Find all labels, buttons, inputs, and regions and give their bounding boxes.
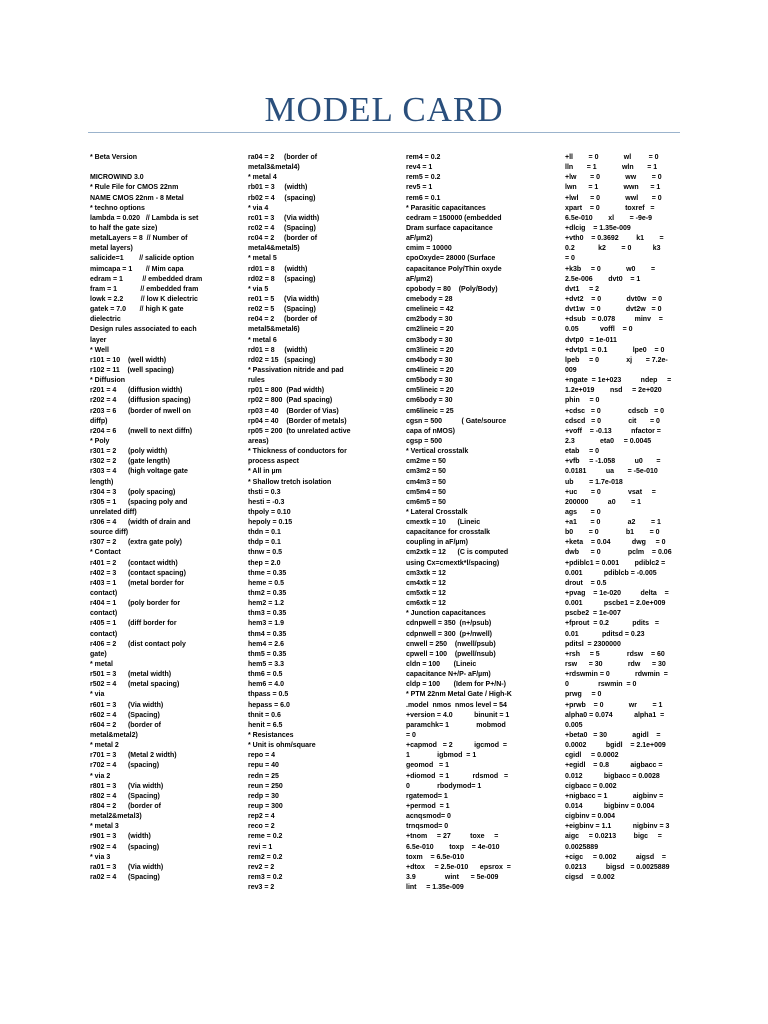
text-line: * Contact [90,549,121,557]
text-line: cm3body = 30 [406,336,453,344]
text-line: metal layers) [90,245,133,253]
text-line: thm5 = 0.35 [248,650,287,658]
text-line: 0 rswmin = 0 [565,681,637,689]
text-line: = 0 [565,255,575,263]
text-line: lln = 1 wln = 1 [565,164,658,172]
text-line: mimcapa = 1 // Mim capa [90,265,184,273]
text-line: 009 [565,366,577,374]
text-line: +pdiblc1 = 0.001 pdiblc2 = [565,559,666,567]
text-line: cmim = 10000 [406,245,452,253]
text-line: thpoly = 0.10 [248,508,291,516]
text-line: * Junction capacitances [406,610,486,618]
text-line: r405 = 1 (diff border for [90,620,177,628]
text-line: 0 rbodymod= 1 [406,782,482,790]
text-line: r702 = 4 (spacing) [90,762,160,770]
text-line: redp = 30 [248,792,279,800]
text-line: dvt1 = 2 [565,285,600,293]
text-line: * Beta Version [90,154,138,161]
text-line: +ngate = 1e+023 ndep = [565,377,672,385]
text-line: rp05 = 200 (to unrelated active [248,427,351,435]
text-line: r406 = 2 (dist contact poly [90,640,186,648]
text-line: rsw = 30 rdw = 30 [565,661,666,669]
text-line: metal4&metal5) [248,245,300,253]
text-line: r601 = 3 (Via width) [90,701,164,709]
text-line: +nigbacc = 1 aigbinv = [565,792,664,800]
text-line: rev4 = 1 [406,164,433,172]
text-line: thm2 = 0.35 [248,590,287,598]
text-line: revi = 1 [248,843,273,851]
text-line: r301 = 2 (poly width) [90,448,168,456]
text-line: etab = 0 [565,448,600,456]
text-line: r201 = 4 (diffusion width) [90,387,183,395]
text-line: fram = 1 // embedded fram [90,285,199,293]
text-line: NAME CMOS 22nm - 8 Metal [90,194,184,202]
text-line: +dlcig = 1.35e-009 [565,224,631,232]
text-line: +permod = 1 [406,803,450,810]
text-line: +cdsc = 0 cdscb = 0 [565,407,665,415]
title-divider [88,132,680,133]
text-line: * Thickness of conductors for [248,448,347,456]
text-line: * Poly [90,437,110,445]
text-line: r202 = 4 (diffusion spacing) [90,397,191,405]
text-line: cm6lineic = 25 [406,407,454,415]
text-line: * All in µm [248,468,282,476]
text-line: ra01 = 3 (Via width) [90,863,164,871]
text-line: dvt1w = 0 dvt2w = 0 [565,306,662,314]
text-line: salicide=1 // salicide option [90,255,195,263]
text-line: reco = 2 [248,823,275,831]
text-line: contact) [90,590,118,598]
text-line: capacitance Poly/Thin oxyde [406,265,502,273]
text-line: hem6 = 4.0 [248,681,284,689]
text-line: cgidl = 0.0002 [565,752,619,760]
text-line: Design rules associated to each [90,326,197,334]
text-line: metal5&metal6) [248,326,300,334]
text-line: rep2 = 4 [248,813,275,821]
text-line: aF/µm2) [406,275,433,283]
text-line: gatek = 7.0 // high K gate [90,306,184,314]
text-line: 0.0181 ua = -5e-010 [565,468,658,476]
text-line: +beta0 = 30 agidl = [565,732,661,740]
text-line: b0 = 0 b1 = 0 [565,529,660,537]
text-line: cm6m5 = 50 [406,498,446,506]
text-line: thm3 = 0.35 [248,610,287,618]
text-line: +capmod = 2 igcmod = [406,742,507,750]
text-line: alpha0 = 0.074 alpha1 = [565,711,665,719]
text-line: 0.0002 bgidl = 2.1e+009 [565,742,666,750]
text-line: 0.01 pditsd = 0.23 [565,630,645,638]
text-line: 0.014 bigbinv = 0.004 [565,803,655,810]
text-line: hem5 = 3.3 [248,661,284,669]
text-line: rev3 = 2 [248,884,275,892]
text-line: cigsd = 0.002 [565,873,615,881]
text-line: +dsub = 0.078 minv = [565,316,663,324]
text-line: +vfb = -1.058 u0 = [565,458,661,466]
text-line: pditsl = 2300000 [565,640,621,648]
text-line: cgsn = 500 ( Gate/source [406,417,507,425]
text-line: r302 = 2 (gate length) [90,458,170,466]
text-line: cnwell = 250 (nwell/psub) [406,640,496,648]
text-line: rem3 = 0.2 [248,873,283,881]
text-line: acnqsmod= 0 [406,813,451,821]
text-line: re01 = 5 (Via width) [248,295,320,303]
text-line: thm4 = 0.35 [248,630,287,638]
text-line: +version = 4.0 binunit = 1 [406,711,510,719]
text-line: cm6xtk = 12 [406,600,446,608]
text-line: metal3&metal4) [248,164,300,172]
text-line: phin = 0 [565,397,600,405]
text-line: layer [90,336,107,344]
text-line: r604 = 2 (border of [90,721,161,729]
text-line: capacitance N+/P- aF/µm) [406,671,491,679]
text-column-4 [565,153,725,883]
text-line: +rsh = 5 rdsw = 60 [565,650,665,658]
text-line: r402 = 3 (contact spacing) [90,569,186,577]
text-line: Dram surface capacitance [406,224,493,232]
text-line: reup = 300 [248,803,283,810]
text-line: rp04 = 40 (Border of metals) [248,417,347,425]
text-line: aigc = 0.0213 bigc = [565,833,662,841]
text-line: rem4 = 0.2 [406,154,441,161]
text-line: contact) [90,610,118,618]
text-line: thnw = 0.5 [248,549,283,557]
text-line: cmebody = 28 [406,295,453,303]
text-line: cm2body = 30 [406,316,453,324]
text-line: cmelineic = 42 [406,306,454,314]
text-line: toxm = 6.5e-010 [406,853,465,861]
text-line: thep = 2.0 [248,559,281,567]
text-line: rev2 = 2 [248,863,275,871]
text-line: * Shallow tretch isolation [248,478,332,486]
text-line: re02 = 5 (Spacing) [248,306,316,314]
text-line: r102 = 11 (well spacing) [90,366,174,374]
text-line: * metal 4 [248,174,277,182]
text-line: lambda = 0.020 // Lambda is set [90,214,199,222]
text-line: dvtp0 = 1e-011 [565,336,617,344]
text-line: 0.0025889 [565,843,599,851]
text-line: * metal [90,661,113,669]
text-line: * via 5 [248,285,269,293]
text-line: to half the gate size) [90,224,158,232]
text-line: * via 3 [90,853,111,861]
text-line: thsti = 0.3 [248,488,281,496]
text-line: * Resistances [248,732,294,740]
text-line: +dvtp1 = 0.1 lpe0 = 0 [565,346,665,354]
text-line: capa of nMOS) [406,427,456,435]
text-line: rb02 = 4 (spacing) [248,194,316,202]
text-line: 0.001 pdiblcb = -0.005 [565,569,657,577]
text-line [90,163,250,173]
text-line: heme = 0.5 [248,579,284,587]
text-line: length) [90,478,114,486]
text-line: rp03 = 40 (Border of Vias) [248,407,339,415]
text-line: dwb = 0 pclm = 0.06 [565,549,672,557]
text-line: cm2me = 50 [406,458,446,466]
text-line: henit = 6.5 [248,721,283,729]
text-line: cm3xtk = 12 [406,569,446,577]
text-line: rd02 = 8 (spacing) [248,275,316,283]
text-line: * via 2 [90,772,111,780]
text-line: ags = 0 [565,508,601,516]
text-line: * via 4 [248,204,269,212]
text-line: hesti = -0.3 [248,498,285,506]
text-line: dielectric [90,316,121,324]
text-line: +prwb = 0 wr = 1 [565,701,663,709]
text-line: 200000 a0 = 1 [565,498,642,506]
text-line: rp01 = 800 (Pad width) [248,387,325,395]
text-line: thme = 0.35 [248,569,287,577]
text-line: cpwell = 100 (pwell/nsub) [406,650,496,658]
text-line: cm4lineic = 20 [406,366,454,374]
text-line: drout = 0.5 [565,579,607,587]
text-line: cm3m2 = 50 [406,468,446,476]
text-line: cdpnwell = 300 (p+/nwell) [406,630,492,638]
text-line: metal&metal2) [90,732,138,740]
text-line: 6.5e-010 toxp = 4e-010 [406,843,500,851]
text-line: rd01 = 8 (width) [248,346,308,354]
text-line: aF/µm2) [406,235,433,243]
text-line: cpobody = 80 (Poly/Body) [406,285,498,293]
text-line: cm2xtk = 12 (C is computed [406,549,509,557]
text-line: MICROWIND 3.0 [90,174,144,182]
text-line: cigbacc = 0.002 [565,782,617,790]
text-line: * Passivation nitride and pad [248,366,344,374]
text-line: * Vertical crosstalk [406,448,469,456]
text-line: 1 igbmod = 1 [406,752,477,760]
text-column-3 [406,153,566,893]
text-line: cm5xtk = 12 [406,590,446,598]
text-column-2 [248,153,408,893]
text-line: r204 = 6 (nwell to next diffn) [90,427,193,435]
text-line: +vth0 = 0.3692 k1 = [565,235,664,243]
text-line: * metal 3 [90,823,119,831]
text-line: thdn = 0.1 [248,529,281,537]
text-line: rd01 = 8 (width) [248,265,308,273]
text-line: r307 = 2 (extra gate poly) [90,539,183,547]
text-line: thpass = 0.5 [248,691,289,699]
text-line: lpeb = 0 xj = 7.2e- [565,356,668,364]
text-line: lwn = 1 wwn = 1 [565,184,661,192]
text-line: 2.5e-006 dvt0 = 1 [565,275,641,283]
text-line: cm5body = 30 [406,377,453,385]
text-line: +cigc = 0.002 aigsd = [565,853,666,861]
text-line: * Parasitic capacitances [406,204,486,212]
text-line: cm6body = 30 [406,397,453,405]
text-line: 0.005 [565,721,583,729]
text-line: cdnpwell = 350 (n+/psub) [406,620,492,628]
text-line: hepass = 6.0 [248,701,290,709]
text-line: * techno options [90,204,145,212]
text-line: paramchk= 1 mobmod [406,721,506,729]
text-line: rc02 = 4 (Spacing) [248,224,316,232]
text-line: trnqsmod= 0 [406,823,449,831]
text-line: * Lateral Crosstalk [406,508,468,516]
text-line: 0.2 k2 = 0 k3 [565,245,661,253]
text-line: cm5lineic = 20 [406,387,454,395]
text-line: r401 = 2 (contact width) [90,559,178,567]
text-line: .model nmos nmos level = 54 [406,701,507,709]
text-line: 0.001 pscbe1 = 2.0e+009 [565,600,666,608]
text-line: prwg = 0 [565,691,602,699]
text-line: +diomod = 1 rdsmod = [406,772,509,780]
text-line: rd02 = 15 (spacing) [248,356,316,364]
text-line: cm4body = 30 [406,356,453,364]
text-line: = 0 [406,732,416,740]
text-line: +rdswmin = 0 rdwmin = [565,671,668,679]
text-line: gate) [90,650,107,658]
text-line: cldn = 100 (Lineic [406,661,477,669]
text-line: cm4xtk = 12 [406,579,446,587]
text-line: 0.0213 bigsd = 0.0025889 [565,863,670,871]
text-line: 2.3 eta0 = 0.0045 [565,437,652,445]
text-line: diffp) [90,417,108,425]
text-line: edram = 1 // embedded dram [90,275,203,283]
text-line: r701 = 3 (Metal 2 width) [90,752,177,760]
text-line: thnit = 0.6 [248,711,281,719]
text-line: +ll = 0 wl = 0 [565,154,659,161]
text-line: 1.2e+019 nsd = 2e+020 [565,387,662,395]
text-line: cldp = 100 (Idem for P+/N-) [406,681,506,689]
text-line: rem2 = 0.2 [248,853,283,861]
text-line: lint = 1.35e-009 [406,884,464,892]
text-line: r303 = 4 (high voltage gate [90,468,188,476]
text-line: r404 = 1 (poly border for [90,600,181,608]
text-line: cedram = 150000 (embedded [406,214,502,222]
text-line: redn = 25 [248,772,279,780]
text-line: rules [248,377,265,385]
text-line: * metal 2 [90,742,119,750]
text-line: r305 = 1 (spacing poly and [90,498,188,506]
text-line: cpoOxyde= 28000 (Surface [406,255,496,263]
text-line: source diff) [90,529,129,537]
text-line: * metal 5 [248,255,277,263]
text-line: +keta = 0.04 dwg = 0 [565,539,666,547]
text-line: ra02 = 4 (Spacing) [90,873,160,881]
text-line: 6.5e-010 xl = -9e-9 [565,214,652,222]
text-line: hem3 = 1.9 [248,620,284,628]
text-line: rb01 = 3 (width) [248,184,308,192]
text-line: cigbinv = 0.004 [565,813,615,821]
text-line: hem2 = 1.2 [248,600,284,608]
text-line: cgsp = 500 [406,437,442,445]
text-line: unrelated diff) [90,508,137,516]
text-line: * Unit is ohm/square [248,742,316,750]
text-line: r602 = 4 (Spacing) [90,711,160,719]
text-line: +eigbinv = 1.1 nigbinv = 3 [565,823,670,831]
text-line: r502 = 4 (metal spacing) [90,681,180,689]
text-line: * metal 6 [248,336,277,344]
text-line: hepoly = 0.15 [248,519,293,527]
text-line: +dtox = 2.5e-010 epsrox = [406,863,511,871]
text-line: cmextk = 10 (Lineic [406,519,481,527]
text-line: +lw = 0 ww = 0 [565,174,662,182]
text-line: ub = 1.7e-018 [565,478,623,486]
text-line: capacitance for crosstalk [406,529,491,537]
text-line: * Well [90,346,109,354]
text-line: xpart = 0 toxref = [565,204,655,212]
text-line: r101 = 10 (well width) [90,356,167,364]
text-line: +tnom = 27 toxe = [406,833,499,841]
text-line: rev5 = 1 [406,184,433,192]
text-column-1 [90,153,250,883]
text-line: +fprout = 0.2 pdits = [565,620,659,628]
text-line: repo = 4 [248,752,276,760]
text-line: metal2&metal3) [90,813,142,821]
text-line: cm4m3 = 50 [406,478,446,486]
text-line: rem6 = 0.1 [406,194,441,202]
text-line: ra04 = 2 (border of [248,154,318,161]
text-line: r501 = 3 (metal width) [90,671,172,679]
text-line: rc01 = 3 (Via width) [248,214,320,222]
text-line: areas) [248,437,269,445]
text-line: r801 = 3 (Via width) [90,782,164,790]
text-line: rc04 = 2 (border of [248,235,318,243]
text-line: process aspect [248,458,299,466]
text-line: +pvag = 1e-020 delta = [565,590,669,598]
text-line: contact) [90,630,118,638]
text-line: thm6 = 0.5 [248,671,283,679]
text-line: +lwl = 0 wwl = 0 [565,194,662,202]
text-line: r403 = 1 (metal border for [90,579,184,587]
text-line: repu = 40 [248,762,279,770]
text-line: 0.012 bigbacc = 0.0028 [565,772,660,780]
text-line: rem5 = 0.2 [406,174,441,182]
text-line: coupling in aF/µm) [406,539,468,547]
text-line: lowk = 2.2 // low K dielectric [90,295,198,303]
text-line: 3.9 wint = 5e-009 [406,873,499,881]
text-line: pscbe2 = 1e-007 [565,610,621,618]
text-line: +uc = 0 vsat = [565,488,656,496]
text-line: +k3b = 0 w0 = [565,265,656,273]
text-line: r902 = 4 (spacing) [90,843,160,851]
page-title: MODEL CARD [264,90,504,129]
text-line: thdp = 0.1 [248,539,281,547]
text-line: * Diffusion [90,377,125,385]
text-line: re04 = 2 (border of [248,316,318,324]
text-line: cm2lineic = 20 [406,326,454,334]
text-line: +a1 = 0 a2 = 1 [565,519,661,527]
text-line: reun = 250 [248,782,283,790]
text-line: 0.05 voffl = 0 [565,326,633,334]
text-line: using Cx=cmextk*l/spacing) [406,559,500,567]
text-line: r304 = 3 (poly spacing) [90,488,176,496]
text-line: * Rule File for CMOS 22nm [90,184,179,192]
text-line: hem4 = 2.6 [248,640,284,648]
text-line: cm5m4 = 50 [406,488,446,496]
text-line: rgatemod= 1 [406,792,448,800]
text-line: * via [90,691,105,699]
text-line: metalLayers = 8 // Number of [90,235,188,243]
text-line: r804 = 2 (border of [90,803,161,810]
text-line: r203 = 6 (border of nwell on [90,407,191,415]
text-line: * PTM 22nm Metal Gate / High-K [406,691,512,699]
text-line: r901 = 3 (width) [90,833,151,841]
text-line: rp02 = 800 (Pad spacing) [248,397,333,405]
text-line: reme = 0.2 [248,833,283,841]
text-line: r802 = 4 (Spacing) [90,792,160,800]
text-line: cdscd = 0 cit = 0 [565,417,660,425]
text-line: +dvt2 = 0 dvt0w = 0 [565,295,663,303]
text-line: +voff = -0.13 nfactor = [565,427,661,435]
text-line: cm3lineic = 20 [406,346,454,354]
text-line: +egidl = 0.8 aigbacc = [565,762,663,770]
text-line: geomod = 1 [406,762,449,770]
text-line: r306 = 4 (width of drain and [90,519,191,527]
